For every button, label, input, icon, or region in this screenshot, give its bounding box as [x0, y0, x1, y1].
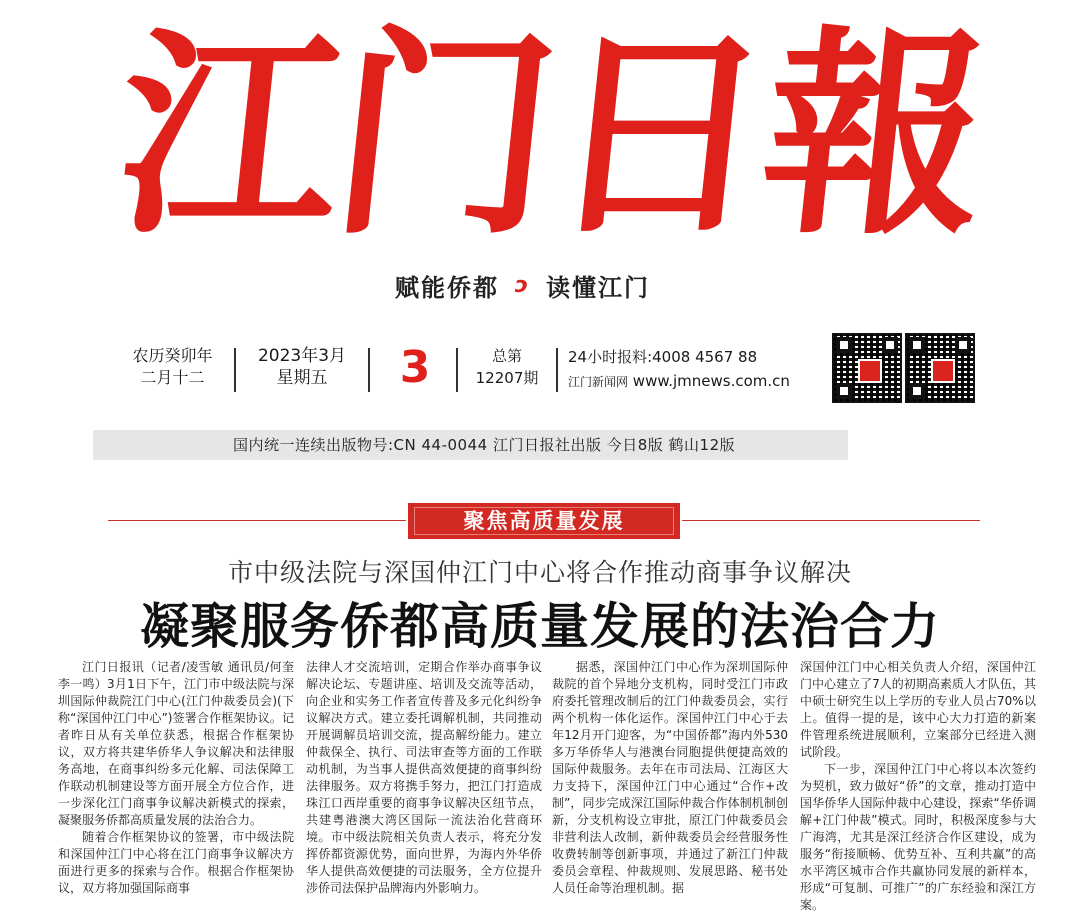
section-banner: 聚焦高质量发展	[408, 503, 680, 539]
gregorian-date	[246, 345, 358, 401]
lunar-line-1: 农历癸卯年	[132, 346, 213, 365]
issue-line-1: 总第	[491, 347, 522, 365]
date-line-2: 星期五	[276, 368, 328, 388]
date-line-1: 2023年3月	[257, 346, 347, 366]
masthead-char-3: 日	[536, 5, 784, 264]
issue-line-2: 12207期	[475, 369, 539, 387]
lunar-line-2: 二月十二	[140, 368, 205, 387]
hotline-block	[568, 345, 818, 401]
masthead-char-1: 江	[106, 5, 354, 264]
paragraph: 法律人才交流培训，定期合作举办商事争议解决论坛、专题讲座、培训及交流等活动，向企业和实务工作者宣传普及多元化纠纷争议解决方式。建立委托调解机制，共同推动开展调解员培训交流，提高解纷能力。建立仲裁保全、执行、司法审查等方面的工作联动机制，为当事人提供高效便捷的商事纠纷法律服务。双方将携手努力，把江门打造成珠江口西岸重要的商事争议解决区纽节点，共建粤港澳大湾区国际一流法治化营商环境。市中级法院相关负责人表示，将充分发挥侨都资源优势，面向世界，为海内外华侨华人提供高效便捷的司法服务，全方位提升涉侨司法保护品牌海内外影响力。	[306, 660, 542, 895]
info-divider	[368, 348, 370, 392]
qr-code-icon[interactable]	[905, 333, 975, 403]
article-headline: 凝聚服务侨都高质量发展的法治合力	[139, 597, 940, 655]
day-number: 3	[399, 342, 431, 393]
article-column-3	[552, 659, 788, 921]
slogan-mark-icon: ↄ	[515, 273, 531, 298]
issue-number	[467, 345, 547, 401]
slogan-left: 赋能侨都	[395, 274, 499, 302]
paragraph: 深国仲江门中心相关负责人介绍，深国仲江门中心建立了7人的初期高素质人才队伍，其中硕士研究生以上学历的专业人员占70%以上。值得一提的是，该中心大力打造的新案件管理系统进展顺利，立案部分已经进入测试阶段。	[800, 660, 1036, 759]
paragraph: 江门日报讯（记者/凌雪敏 通讯员/何奎 李一鸣）3月1日下午，江门市中级法院与深圳国际仲裁院江门中心(江门仲裁委员会)(下称“深国仲江门中心”)签署合作框架协议。记者昨日从有关单位获悉，根据合作框架协议，双方将共建华侨华人争议解决和法律服务高地，在商事纠纷多元化解、司法保障工作联动机制建设等方面开展全方位合作，进一步深化江门商事争议解决新模式的探索，凝聚服务侨都高质量发展的法治合力。	[58, 660, 294, 827]
article-column-2	[306, 659, 542, 921]
divider-line	[682, 520, 980, 521]
slogan-right: 读懂江门	[546, 274, 651, 302]
site-label: 江门新闻网	[568, 375, 629, 389]
info-divider	[556, 348, 558, 392]
divider-line	[108, 520, 406, 521]
masthead-char-4: 報	[751, 5, 999, 264]
article-column-4	[800, 659, 1036, 921]
lunar-date	[120, 345, 225, 401]
article-subheading: 市中级法院与深国仲江门中心将合作推动商事争议解决	[227, 558, 852, 587]
slogan	[395, 268, 650, 303]
masthead-logo	[106, 5, 999, 264]
qr-code-icon[interactable]	[832, 333, 902, 403]
paragraph: 据悉，深国仲江门中心作为深圳国际仲裁院的首个异地分支机构，同时受江门市政府委托管理改制后的江门仲裁委员会，实行两个机构一体化运作。深国仲江门中心于去年12月开门迎客，为“中国侨都”海内外530多万华侨华人与港澳台同胞提供便捷高效的国际仲裁服务。去年在市司法局、江海区大力支持下，深国仲江门中心通过“合作+改制”，同步完成深江国际仲裁合作体制机制创新，分支机构设立审批，原江门仲裁委员会非营利法人改制，新仲裁委员会经营服务性收费转制等创新事项，并通过了新江门仲裁委员会章程、仲裁规则、发展思路、秘书处人员任命等治理机制。据	[552, 660, 788, 895]
publication-bar: 国内统一连续出版物号:CN 44-0044 江门日报社出版 今日8版 鹤山12版	[93, 430, 848, 460]
article-column-1	[58, 659, 294, 921]
paragraph: 下一步，深国仲江门中心将以本次签约为契机，致力做好“侨”的文章，推动打造中国华侨华人国际仲裁中心建设，探索“华侨调解+江门仲裁”模式。同时，积极深度参与大广海湾，尤其是深江经济合作区建设，成为服务“衔接顺畅、优势互补、互利共赢”的高水平湾区城市合作共赢协同发展的新样本，形成“可复制、可推广”的广东经验和深江方案。	[800, 762, 1036, 912]
site-url[interactable]: www.jmnews.com.cn	[632, 372, 790, 390]
info-divider	[234, 348, 236, 392]
paragraph: 随着合作框架协议的签署，市中级法院和深国仲江门中心将在江门商事争议解决方面进行更多的探索与合作。根据合作框架协议，双方将加强国际商事	[58, 830, 294, 895]
info-divider	[456, 348, 458, 392]
masthead-char-2: 门	[321, 5, 569, 264]
hotline-text: 24小时报料:4008 4567 88	[568, 348, 758, 366]
